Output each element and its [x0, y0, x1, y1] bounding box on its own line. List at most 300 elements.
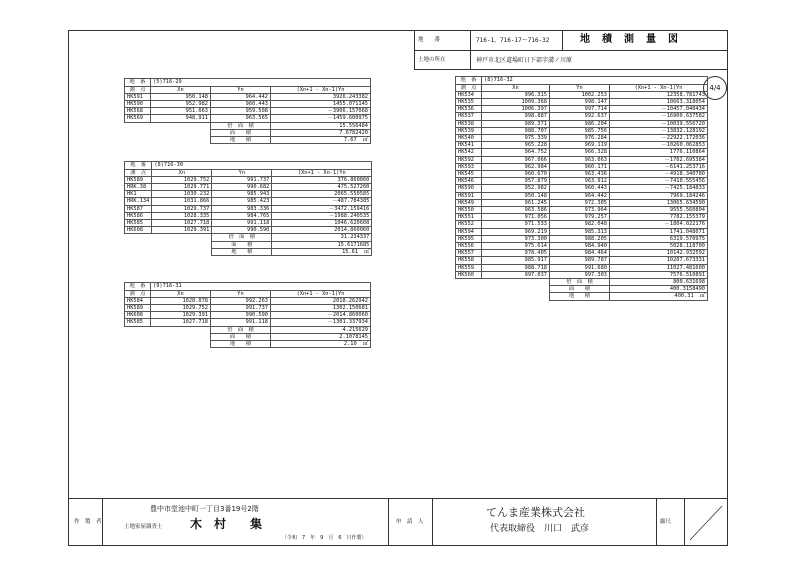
product-value: －7425.184833: [610, 185, 708, 192]
yn-header: Yn: [212, 169, 272, 176]
summary-number: 7.67: [343, 137, 357, 144]
summary-label-area: 面 積: [211, 333, 271, 340]
point-name: HK552: [456, 221, 482, 228]
point-name: HK534: [456, 91, 482, 98]
point-name: HK585: [125, 220, 152, 227]
summary-row-double: [456, 279, 708, 286]
table-row: [125, 227, 372, 234]
summary-value-chiseki: [271, 341, 371, 348]
xn-value: 971.056: [482, 214, 550, 221]
point-name: HK558: [456, 257, 482, 264]
summary-row-area: [456, 286, 708, 293]
point-name: HK542: [456, 149, 482, 156]
table-row: [456, 214, 708, 221]
product-value: 1302.150681: [271, 305, 371, 312]
point-name: HK551: [456, 214, 482, 221]
yn-value: 960.443: [211, 101, 271, 108]
table-header-row: [125, 86, 371, 93]
point-name: HK537: [456, 113, 482, 120]
xn-value: 1027.718: [152, 220, 212, 227]
product-value: －1988.240535: [272, 212, 372, 219]
point-name: HK586: [125, 212, 152, 219]
yn-value: 985.423: [212, 198, 272, 205]
yn-value: 985.313: [550, 228, 610, 235]
product-value: 2014.860060: [272, 227, 372, 234]
xn-value: 973.300: [482, 235, 550, 242]
point-name: HK569: [125, 115, 151, 122]
table-row: [125, 93, 371, 100]
parcel-number: (5)716-29: [151, 79, 371, 87]
product-value: 7969.184246: [610, 192, 708, 199]
product-value: 9555.560804: [610, 207, 708, 214]
point-name: HK593: [456, 163, 482, 170]
point-name: HK585: [125, 319, 151, 326]
point-name: HK589: [125, 305, 151, 312]
point-header: 測 点: [125, 86, 151, 93]
product-value: －4918.340780: [610, 171, 708, 178]
point-name: HK591: [456, 192, 482, 199]
yn-value: 990.590: [211, 312, 271, 319]
table-row: [125, 312, 371, 319]
product-value: －10457.040434: [610, 106, 708, 113]
chiban-header: 地 番: [125, 79, 151, 87]
xn-value: 957.879: [482, 178, 550, 185]
product-value: 5028.118700: [610, 243, 708, 250]
footer-divider-3: [432, 498, 433, 546]
product-value: 2018.262942: [271, 297, 371, 304]
formula-header: (Xn+1 - Xn-1)Yn: [271, 86, 371, 93]
xn-value: 960.670: [482, 171, 550, 178]
creator-name: 木 村 集: [190, 517, 263, 531]
yn-value: 979.257: [550, 214, 610, 221]
point-name: HK589: [125, 176, 152, 183]
xn-value: 951.663: [151, 108, 211, 115]
point-name: HRK.134: [125, 198, 152, 205]
product-value: 3926.243382: [271, 93, 371, 100]
point-name: HK556: [456, 243, 482, 250]
yn-value: 988.205: [550, 235, 610, 242]
xn-value: 1029.752: [152, 176, 212, 183]
point-header: 測 点: [125, 290, 151, 297]
xn-value: 996.315: [482, 91, 550, 98]
table-row: [456, 127, 708, 134]
table-row: [456, 178, 708, 185]
summary-value-chiseki: [610, 293, 708, 300]
product-value: －10039.556720: [610, 120, 708, 127]
yn-value: 997.714: [550, 106, 610, 113]
location-value: 神戸市北区道場町日下部字溝ノ川原: [476, 57, 573, 64]
product-value: －13832.128192: [610, 127, 708, 134]
yn-value: 966.328: [550, 149, 610, 156]
point-name: HK568: [125, 108, 151, 115]
table-row: [125, 176, 372, 183]
summary-value-area: [272, 241, 372, 248]
product-value: 376.860060: [272, 176, 372, 183]
product-value: －3472.159416: [272, 205, 372, 212]
point-header: 測 点: [125, 169, 152, 176]
product-value: 10142.932592: [610, 250, 708, 257]
summary-value-area: [610, 286, 708, 293]
unit-label: ㎡: [362, 137, 368, 144]
xn-value: 989.371: [482, 120, 550, 127]
point-name: HK535: [456, 99, 482, 106]
unit-label: ㎡: [362, 341, 368, 348]
unit-label: ㎡: [364, 248, 370, 255]
point-name: HK587: [125, 205, 152, 212]
yn-value: 991.118: [211, 319, 271, 326]
yn-value: 984.765: [212, 212, 272, 219]
creator-title: 土地家屋調査士: [124, 524, 163, 530]
xn-header: Xn: [151, 290, 211, 297]
table-row: [125, 198, 372, 205]
parcel-number: (9)716-31: [151, 283, 371, 291]
summary-spacer: [456, 286, 550, 293]
yn-value: 991.737: [212, 176, 272, 183]
product-value: －1459.600975: [271, 115, 371, 122]
product-value: 6319.570975: [610, 235, 708, 242]
xn-value: 1006.397: [482, 106, 550, 113]
xn-value: 1029.771: [152, 184, 212, 191]
table-header-row: [456, 84, 708, 91]
table-row: [456, 106, 708, 113]
summary-label-double: 倍 面 積: [212, 234, 272, 241]
title-col-divider-2: [562, 30, 563, 50]
yn-value: 998.147: [550, 99, 610, 106]
xn-value: 1030.232: [152, 191, 212, 198]
table-row: [456, 149, 708, 156]
table-row: [456, 199, 708, 206]
product-value: 12358.781743: [610, 91, 708, 98]
area-table-3: [124, 282, 371, 348]
product-value: 10663.318054: [610, 99, 708, 106]
product-value: 7576.510891: [610, 271, 708, 278]
table-parcel-row: [125, 283, 371, 291]
summary-row-chiseki: [456, 293, 708, 300]
table-row: [456, 142, 708, 149]
creator-label: 作 製 者: [74, 519, 102, 525]
summary-number: 2.10: [343, 341, 357, 348]
summary-value-double: [271, 326, 371, 333]
point-name: HK540: [456, 135, 482, 142]
summary-row-double: [125, 122, 371, 129]
xn-value: 1027.718: [151, 319, 211, 326]
xn-value: 988.718: [482, 264, 550, 271]
creation-date: （令和 7 年 9 月 6 日作製）: [282, 535, 367, 541]
summary-number: 15.6171685: [337, 241, 370, 248]
point-name: HK590: [125, 101, 151, 108]
product-value: －7410.555456: [610, 178, 708, 185]
location-label: 土地の所在: [418, 57, 446, 63]
table-header-row: [125, 169, 372, 176]
point-name: HK538: [456, 120, 482, 127]
summary-value-area: [271, 333, 371, 340]
yn-value: 964.442: [550, 192, 610, 199]
summary-spacer: [125, 333, 211, 340]
summary-number: 15.61: [342, 248, 359, 255]
title-col-divider: [470, 30, 471, 70]
chiban-label: 地 番: [418, 37, 441, 43]
yn-value: 976.284: [550, 135, 610, 142]
table-parcel-row: [125, 162, 372, 170]
yn-value: 960.443: [550, 185, 610, 192]
yn-header: Yn: [550, 84, 610, 91]
yn-value: 964.442: [211, 93, 271, 100]
summary-spacer: [125, 241, 212, 248]
point-name: HK592: [456, 156, 482, 163]
summary-row-double: [125, 234, 372, 241]
table-row: [456, 120, 708, 127]
xn-value: 998.887: [482, 113, 550, 120]
footer-divider-2: [388, 498, 389, 546]
formula-header: (Xn+1 - Xn-1)Yn: [610, 84, 708, 91]
unit-label: ㎡: [699, 293, 705, 300]
product-value: －16900.637582: [610, 113, 708, 120]
scale-slash: [686, 500, 726, 544]
footer-divider-1: [102, 498, 103, 546]
summary-spacer: [125, 326, 211, 333]
summary-number: 2.1078145: [339, 333, 368, 340]
point-name: HK545: [456, 171, 482, 178]
yn-value: 959.508: [211, 108, 271, 115]
xn-value: 967.066: [482, 156, 550, 163]
table-row: [456, 171, 708, 178]
summary-value-double: [610, 279, 708, 286]
point-name: HK608: [125, 312, 151, 319]
xn-value: 961.245: [482, 199, 550, 206]
table-row: [125, 305, 371, 312]
product-value: －487.784385: [272, 198, 372, 205]
summary-row-chiseki: [125, 137, 371, 144]
yn-value: 969.119: [550, 142, 610, 149]
xn-value: 971.533: [482, 221, 550, 228]
table-header-row: [125, 290, 371, 297]
area-table-1: [124, 78, 371, 144]
yn-value: 973.964: [550, 207, 610, 214]
summary-label-double: 倍 面 積: [211, 326, 271, 333]
product-value: 1046.620608: [272, 220, 372, 227]
summary-label-chiseki: 地 積: [211, 341, 271, 348]
yn-value: 991.680: [550, 264, 610, 271]
table-row: [125, 220, 372, 227]
summary-row-area: [125, 241, 372, 248]
table-row: [125, 184, 372, 191]
table-row: [456, 207, 708, 214]
product-value: 1455.071145: [271, 101, 371, 108]
xn-value: 952.982: [151, 101, 211, 108]
footer-divider-5: [684, 498, 685, 546]
point-name: HK557: [456, 250, 482, 257]
summary-value-chiseki: [271, 137, 371, 144]
xn-value: 963.586: [482, 207, 550, 214]
yn-value: 986.204: [550, 120, 610, 127]
summary-value-chiseki: [272, 248, 372, 255]
yn-header: Yn: [211, 290, 271, 297]
point-name: HK536: [456, 106, 482, 113]
summary-row-area: [125, 129, 371, 136]
xn-value: 1028.078: [151, 297, 211, 304]
product-value: 2065.550585: [272, 191, 372, 198]
yn-value: 989.787: [550, 257, 610, 264]
product-value: －2014.860060: [271, 312, 371, 319]
xn-header: Xn: [152, 169, 212, 176]
yn-value: 990.682: [212, 184, 272, 191]
yn-value: 997.303: [550, 271, 610, 278]
summary-label-area: 面 積: [211, 129, 271, 136]
yn-value: 963.912: [550, 178, 610, 185]
table-row: [125, 191, 372, 198]
point-name: HK546: [456, 178, 482, 185]
summary-label-chiseki: 地 積: [211, 137, 271, 144]
xn-value: 950.148: [151, 93, 211, 100]
xn-value: 1029.737: [152, 205, 212, 212]
creator-address: 豊中市堂池中町一丁目3番19号2階: [150, 505, 259, 513]
formula-header: (Xn+1 - Xn-1)Yn: [271, 290, 371, 297]
table-row: [456, 135, 708, 142]
point-name: HK591: [125, 93, 151, 100]
page-number-badge: 4/4: [703, 76, 727, 100]
xn-value: 1031.866: [152, 198, 212, 205]
xn-header: Xn: [151, 86, 211, 93]
yn-value: 972.305: [550, 199, 610, 206]
summary-label-area: 面 積: [212, 241, 272, 248]
table-row: [456, 228, 708, 235]
point-header: 測 点: [456, 84, 482, 91]
table-row: [456, 257, 708, 264]
yn-value: 992.637: [550, 113, 610, 120]
summary-spacer: [125, 248, 212, 255]
applicant-company: てんま産業株式会社: [486, 506, 585, 519]
summary-value-double: [272, 234, 372, 241]
product-value: －1301.337934: [271, 319, 371, 326]
summary-number: 400.3158490: [669, 286, 705, 293]
summary-spacer: [125, 341, 211, 348]
xn-value: 975.339: [482, 135, 550, 142]
table-row: [125, 212, 372, 219]
xn-value: 985.917: [482, 257, 550, 264]
point-name: HK608: [125, 227, 152, 234]
table-row: [456, 99, 708, 106]
scale-label: 縮尺: [660, 519, 672, 525]
xn-value: 975.614: [482, 243, 550, 250]
product-value: 1741.048071: [610, 228, 708, 235]
yn-value: 991.118: [212, 220, 272, 227]
parcel-number: (8)716-30: [152, 162, 372, 170]
point-name: HK541: [456, 142, 482, 149]
point-name: HK1: [125, 191, 152, 198]
yn-value: 992.263: [211, 297, 271, 304]
product-value: －3906.157068: [271, 108, 371, 115]
yn-value: 963.436: [550, 171, 610, 178]
table-row: [456, 91, 708, 98]
yn-value: 990.590: [212, 227, 272, 234]
yn-value: 983.336: [212, 205, 272, 212]
summary-number: 7.6782420: [339, 129, 368, 136]
formula-header: (Xn+1 - Xn-1)Yn: [272, 169, 372, 176]
summary-spacer: [456, 279, 550, 286]
summary-spacer: [125, 234, 212, 241]
summary-label-chiseki: 地 積: [212, 248, 272, 255]
xn-value: 1009.368: [482, 99, 550, 106]
xn-value: 969.219: [482, 228, 550, 235]
yn-value: 982.048: [550, 221, 610, 228]
yn-value: 963.063: [550, 156, 610, 163]
table-row: [125, 297, 371, 304]
chiban-header: 地 番: [456, 77, 482, 85]
yn-value: 991.737: [211, 305, 271, 312]
point-name: HK590: [456, 185, 482, 192]
xn-value: 948.911: [151, 115, 211, 122]
summary-row-area: [125, 333, 371, 340]
chiban-header: 地 番: [125, 283, 151, 291]
table-parcel-row: [456, 77, 708, 85]
table-row: [456, 235, 708, 242]
xn-value: 978.405: [482, 250, 550, 257]
applicant-representative: 代表取締役 川口 武彦: [490, 524, 590, 534]
product-value: －6141.253716: [610, 163, 708, 170]
yn-value: 984.464: [550, 250, 610, 257]
summary-row-double: [125, 326, 371, 333]
point-name: HK584: [125, 297, 151, 304]
product-value: －10260.062853: [610, 142, 708, 149]
yn-header: Yn: [211, 86, 271, 93]
xn-value: 1029.391: [152, 227, 212, 234]
chiban-value: 716-1，716-17～716-32: [476, 37, 550, 44]
table-row: [456, 221, 708, 228]
table-parcel-row: [125, 79, 371, 87]
yn-value: 984.940: [550, 243, 610, 250]
product-value: 1776.110864: [610, 149, 708, 156]
table-row: [456, 185, 708, 192]
applicant-label: 申 請 人: [396, 519, 424, 525]
xn-value: 988.707: [482, 127, 550, 134]
area-table-2: [124, 161, 372, 256]
table-row: [456, 113, 708, 120]
yn-value: 963.565: [211, 115, 271, 122]
summary-value-area: [271, 129, 371, 136]
xn-value: 1028.335: [152, 212, 212, 219]
table-row: [125, 319, 371, 326]
table-row: [125, 101, 371, 108]
summary-number: 15.556484: [339, 122, 368, 129]
product-value: 475.527260: [272, 184, 372, 191]
table-row: [456, 271, 708, 278]
yn-value: 985.943: [212, 191, 272, 198]
point-name: HK595: [456, 235, 482, 242]
table-row: [125, 115, 371, 122]
summary-number: 800.631698: [673, 279, 705, 286]
point-name: HRK.38: [125, 184, 152, 191]
area-table-4: [455, 76, 708, 301]
xn-value: 964.752: [482, 149, 550, 156]
summary-label-area: 面 積: [550, 286, 610, 293]
summary-spacer: [125, 122, 211, 129]
table-row: [125, 108, 371, 115]
table-row: [456, 264, 708, 271]
xn-value: 1029.391: [151, 312, 211, 319]
table-row: [125, 205, 372, 212]
product-value: 10207.673331: [610, 257, 708, 264]
xn-value: 997.037: [482, 271, 550, 278]
point-name: HK560: [456, 271, 482, 278]
footer-divider-4: [656, 498, 657, 546]
chiban-header: 地 番: [125, 162, 152, 170]
point-name: HK594: [456, 228, 482, 235]
summary-number: 4.215629: [342, 326, 368, 333]
document-title: 地 積 測 量 図: [580, 34, 679, 45]
summary-label-double: 倍 面 積: [211, 122, 271, 129]
xn-value: 965.228: [482, 142, 550, 149]
product-value: －22922.172036: [610, 135, 708, 142]
